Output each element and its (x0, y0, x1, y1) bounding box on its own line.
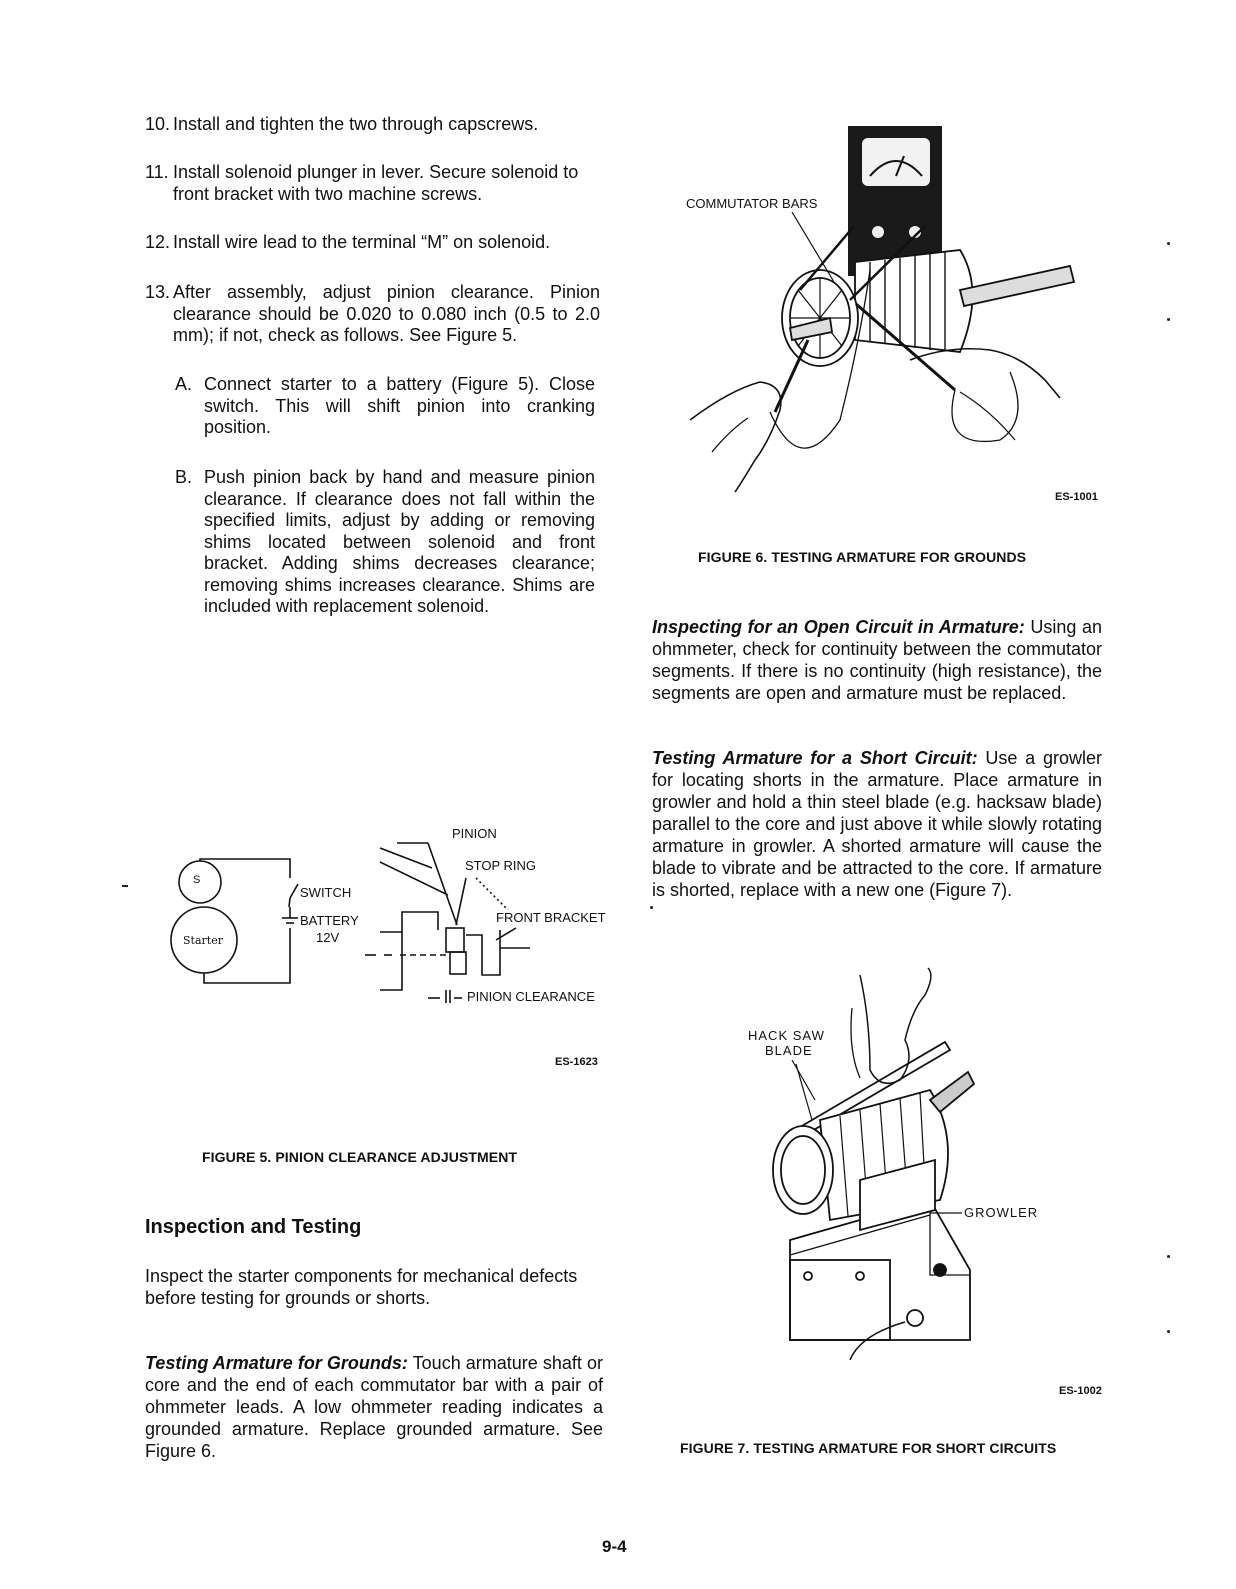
step-number: 11. (145, 162, 169, 182)
open-circuit-text: Using an ohmmeter, check for continuity between the commutator segments. If there is no continuity (high resistance), the segments are open and armature must be replaced. (652, 617, 1102, 703)
substep-text: Connect starter to a battery (Figure 5). Close switch. This will shift pinion into cranking position. (204, 374, 595, 437)
step-text: Install wire lead to the terminal “M” on solenoid. (173, 232, 551, 252)
step-text: Install and tighten the two through capscrews. (173, 114, 539, 134)
stop-ring-label: STOP RING (465, 858, 537, 873)
hack-saw-label: HACK SAW (748, 1028, 825, 1043)
switch-label: SWITCH (300, 885, 352, 900)
stray-mark (1167, 242, 1170, 245)
figure-caption: FIGURE 7. TESTING ARMATURE FOR SHORT CIRCUITS (680, 1440, 1057, 1456)
solenoid-symbol-label: S (193, 874, 201, 886)
stray-mark (1167, 318, 1170, 321)
blade-label: BLADE (765, 1043, 813, 1058)
inspection-intro: Inspect the starter components for mechanical defects before testing for grounds or shorts. (145, 1266, 578, 1308)
substep-letter: A. (175, 374, 193, 394)
section-heading: Inspection and Testing (145, 1216, 362, 1238)
step-number: 10. (145, 114, 171, 134)
step-text: Install solenoid plunger in lever. Secure solenoid to front bracket with two machine screws. (173, 162, 579, 204)
stray-mark (650, 906, 653, 909)
grounds-text: Touch armature shaft or core and the end of each commutator bar with a pair of ohmmeter leads. A low ohmmeter reading indicates a grounded armature. Replace grounded armature. See Figure 6. (145, 1353, 603, 1461)
stray-mark (122, 885, 128, 887)
figure-caption: FIGURE 6. TESTING ARMATURE FOR GROUNDS (698, 549, 1027, 565)
step-number: 13. (145, 282, 171, 302)
starter-label: Starter (183, 934, 223, 947)
stray-mark (1167, 1255, 1170, 1258)
step-text: After assembly, adjust pinion clearance. Pinion clearance should be 0.020 to 0.080 inch (0.5 to 2.0 mm); if not, check as follows. See Figure 5. (173, 282, 600, 345)
short-circuit-text: Use a growler for locating shorts in the armature. Place armature in growler and hold a thin steel blade (e.g. hacksaw blade) parallel to the core and just above it while slowly rotating armature in growler. A shorted armature will cause the blade to vibrate and be attracted to the core. If armature is shorted, replace with a new one (Figure 7). (652, 748, 1102, 900)
figure-caption: FIGURE 5. PINION CLEARANCE ADJUSTMENT (202, 1149, 518, 1165)
figure-code: ES-1001 (1055, 491, 1098, 503)
grounds-lead: Testing Armature for Grounds: (145, 1353, 408, 1373)
stray-mark (1167, 1330, 1170, 1333)
page-number: 9-4 (602, 1537, 627, 1556)
short-circuit-lead: Testing Armature for a Short Circuit: (652, 748, 978, 768)
voltage-label: 12V (316, 930, 340, 945)
pinion-label: PINION (452, 826, 497, 841)
commutator-bars-label: COMMUTATOR BARS (686, 196, 818, 211)
figure-code: ES-1002 (1059, 1385, 1102, 1397)
step-number: 12. (145, 232, 171, 252)
front-bracket-label: FRONT BRACKET (496, 910, 606, 925)
open-circuit-lead: Inspecting for an Open Circuit in Armature: (652, 617, 1025, 637)
substep-letter: B. (175, 467, 193, 487)
pinion-clearance-label: PINION CLEARANCE (467, 989, 595, 1004)
substep-text: Push pinion back by hand and measure pinion clearance. If clearance does not fall within the specified limits, adjust by adding or removing shims located between solenoid and front bracket. Adding shims decreases clearance; removing shims increases clearance. Shims are included with replacement solenoid. (204, 467, 595, 616)
commutator (773, 1126, 833, 1214)
figure-code: ES-1623 (555, 1056, 598, 1068)
battery-label: BATTERY (300, 913, 359, 928)
growler-label: GROWLER (964, 1205, 1039, 1220)
